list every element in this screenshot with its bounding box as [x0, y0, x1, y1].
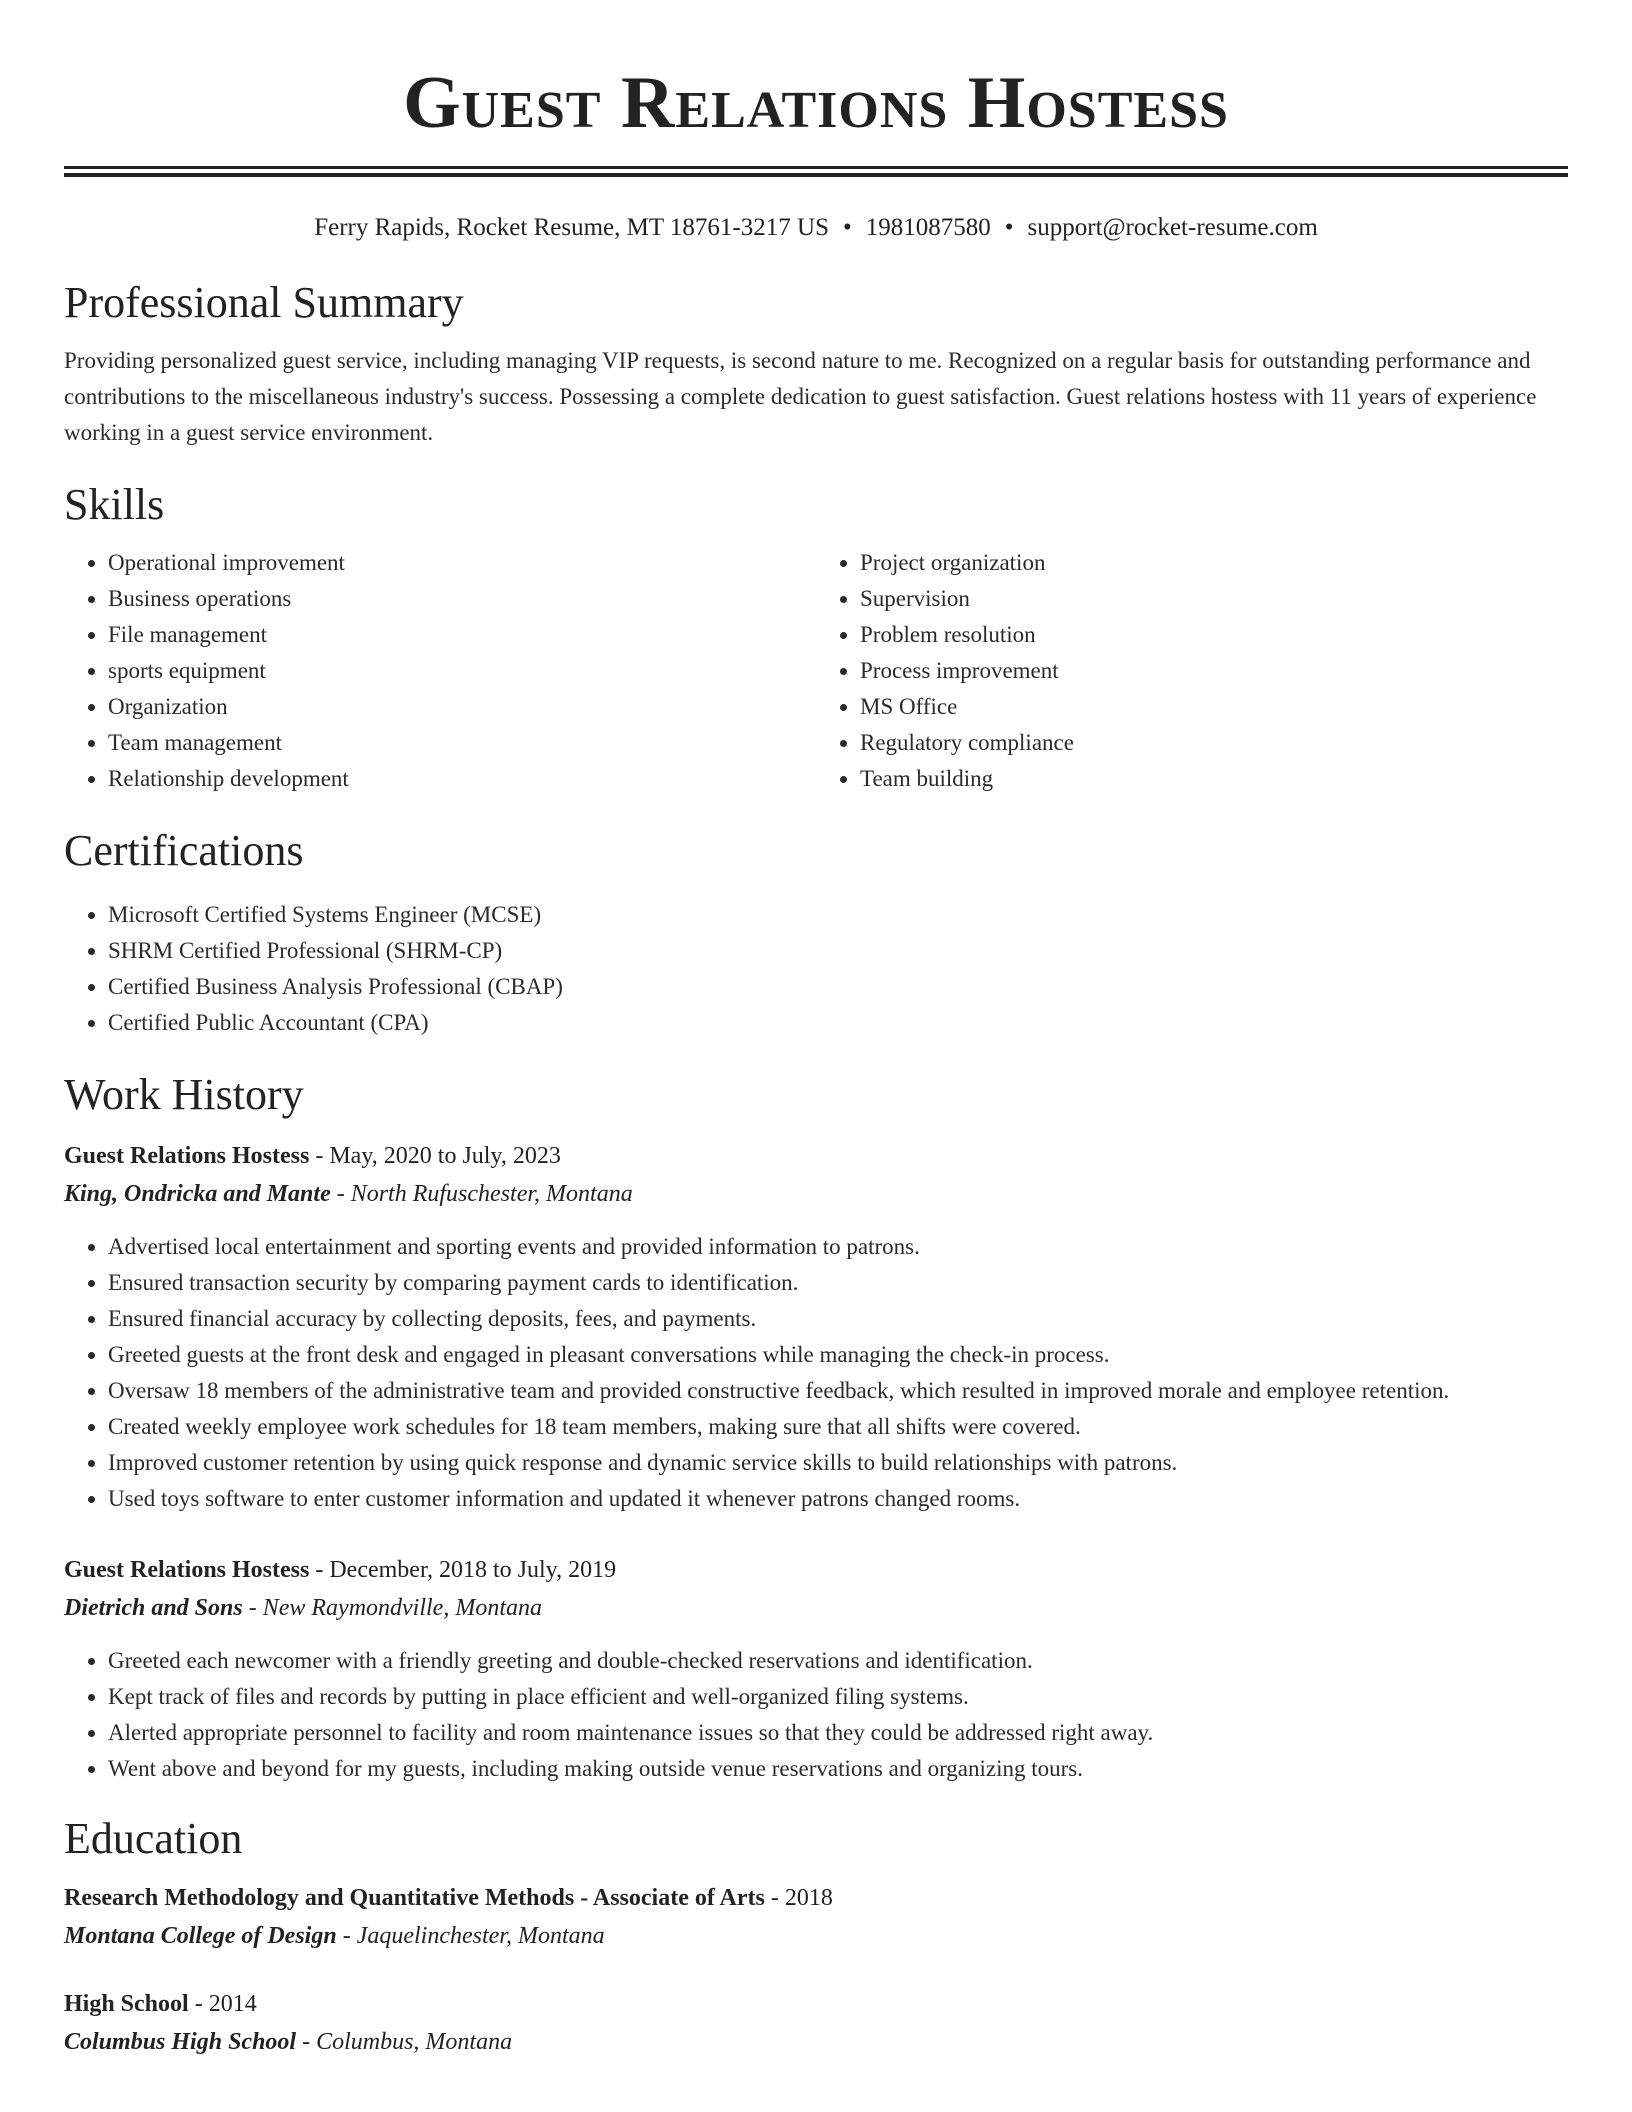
job-bullets — [64, 1643, 1568, 1787]
skill-item: • Operational improvement — [108, 545, 816, 581]
skill-item: • Project organization — [860, 545, 1568, 581]
job-entry — [64, 1137, 1568, 1517]
contact-email: support@rocket-resume.com — [1027, 214, 1318, 241]
skill-item: • Team building — [860, 761, 1568, 797]
job-bullet: • Improved customer retention by using quick response and dynamic service skills to build relationships with patrons. — [108, 1445, 1568, 1481]
certifications-list — [64, 897, 1568, 1041]
contact-separator: • — [842, 214, 852, 241]
skill-item: • Problem resolution — [860, 617, 1568, 653]
certifications-heading: Certifications — [64, 826, 304, 875]
education-year: - 2014 — [188, 1991, 257, 2017]
job-bullet: • Ensured financial accuracy by collecting deposits, fees, and payments. — [108, 1301, 1568, 1337]
job-bullets — [64, 1229, 1568, 1517]
education-degree: High School — [64, 1991, 189, 2017]
certification-item: • SHRM Certified Professional (SHRM-CP) — [108, 933, 1568, 969]
contact-address: Ferry Rapids, Rocket Resume, MT 18761-3217 US — [314, 214, 829, 241]
contact-line — [64, 211, 1568, 245]
job-bullet: • Advertised local entertainment and sporting events and provided information to patrons. — [108, 1229, 1568, 1265]
job-bullet: • Alerted appropriate personnel to facility and room maintenance issues so that they could be addressed right away. — [108, 1715, 1568, 1751]
job-bullet: • Used toys software to enter customer information and updated it whenever patrons changed rooms. — [108, 1481, 1568, 1517]
skills-list — [64, 545, 1568, 797]
work-history-heading: Work History — [64, 1070, 304, 1119]
job-bullet: • Greeted guests at the front desk and engaged in pleasant conversations while managing the check-in process. — [108, 1337, 1568, 1373]
job-company-line — [64, 1589, 1568, 1627]
education-degree: Research Methodology and Quantitative Methods - Associate of Arts — [64, 1885, 765, 1911]
education-school: Montana College of Design — [64, 1923, 337, 1949]
job-role: Guest Relations Hostess — [64, 1143, 310, 1169]
skills-heading: Skills — [64, 480, 165, 529]
skill-item: • Process improvement — [860, 653, 1568, 689]
job-role: Guest Relations Hostess — [64, 1557, 310, 1583]
job-location: - New Raymondville, Montana — [242, 1595, 542, 1621]
contact-separator: • — [1004, 214, 1014, 241]
certification-item: • Microsoft Certified Systems Engineer (MCSE) — [108, 897, 1568, 933]
education-year: - 2018 — [764, 1885, 833, 1911]
skill-item: • Team management — [108, 725, 816, 761]
skill-item: • Business operations — [108, 581, 816, 617]
header-divider — [64, 166, 1568, 177]
job-bullet: • Greeted each newcomer with a friendly greeting and double-checked reservations and identification. — [108, 1643, 1568, 1679]
certification-item: • Certified Public Accountant (CPA) — [108, 1005, 1568, 1041]
contact-phone: 1981087580 — [865, 214, 991, 241]
job-dates: - December, 2018 to July, 2019 — [309, 1557, 617, 1583]
education-entry — [64, 1879, 1568, 1955]
job-company-line — [64, 1175, 1568, 1213]
skill-item: • File management — [108, 617, 816, 653]
skills-column-left — [64, 545, 816, 797]
education-heading: Education — [64, 1814, 243, 1863]
education-school-line — [64, 2023, 1568, 2061]
job-bullet: • Oversaw 18 members of the administrative team and provided constructive feedback, which resulted in improved morale and employee retention. — [108, 1373, 1568, 1409]
job-entry — [64, 1551, 1568, 1787]
job-bullet: • Kept track of files and records by putting in place efficient and well-organized filing systems. — [108, 1679, 1568, 1715]
education-school: Columbus High School — [64, 2029, 297, 2055]
job-dates: - May, 2020 to July, 2023 — [309, 1143, 561, 1169]
skills-column-right — [816, 545, 1568, 797]
skill-item: • MS Office — [860, 689, 1568, 725]
education-degree-line — [64, 1879, 1568, 1917]
education-school-line — [64, 1917, 1568, 1955]
summary-heading: Professional Summary — [64, 278, 464, 327]
certification-item: • Certified Business Analysis Professional (CBAP) — [108, 969, 1568, 1005]
summary-text: Providing personalized guest service, including managing VIP requests, is second nature to me. Recognized on a regular basis for outstanding performance and contributions to the miscellaneous industry's success. Possessing a complete dedication to guest satisfaction. Guest relations hostess with 11 years of experience working in a guest service environment. — [64, 348, 1537, 445]
job-company: Dietrich and Sons — [64, 1595, 243, 1621]
skill-item: • Relationship development — [108, 761, 816, 797]
skill-item: • Organization — [108, 689, 816, 725]
job-company: King, Ondricka and Mante — [64, 1181, 331, 1207]
job-location: - North Rufuschester, Montana — [330, 1181, 633, 1207]
job-bullet: • Went above and beyond for my guests, including making outside venue reservations and organizing tours. — [108, 1751, 1568, 1787]
education-location: - Columbus, Montana — [296, 2029, 513, 2055]
job-title-line — [64, 1137, 1568, 1175]
skill-item: • sports equipment — [108, 653, 816, 689]
job-bullet: • Ensured transaction security by comparing payment cards to identification. — [108, 1265, 1568, 1301]
education-entry — [64, 1985, 1568, 2061]
skill-item: • Regulatory compliance — [860, 725, 1568, 761]
resume-name: Guest Relations Hostess — [403, 62, 1229, 144]
job-bullet: • Created weekly employee work schedules for 18 team members, making sure that all shifts were covered. — [108, 1409, 1568, 1445]
job-title-line — [64, 1551, 1568, 1589]
skill-item: • Supervision — [860, 581, 1568, 617]
education-location: - Jaquelinchester, Montana — [336, 1923, 605, 1949]
education-degree-line — [64, 1985, 1568, 2023]
